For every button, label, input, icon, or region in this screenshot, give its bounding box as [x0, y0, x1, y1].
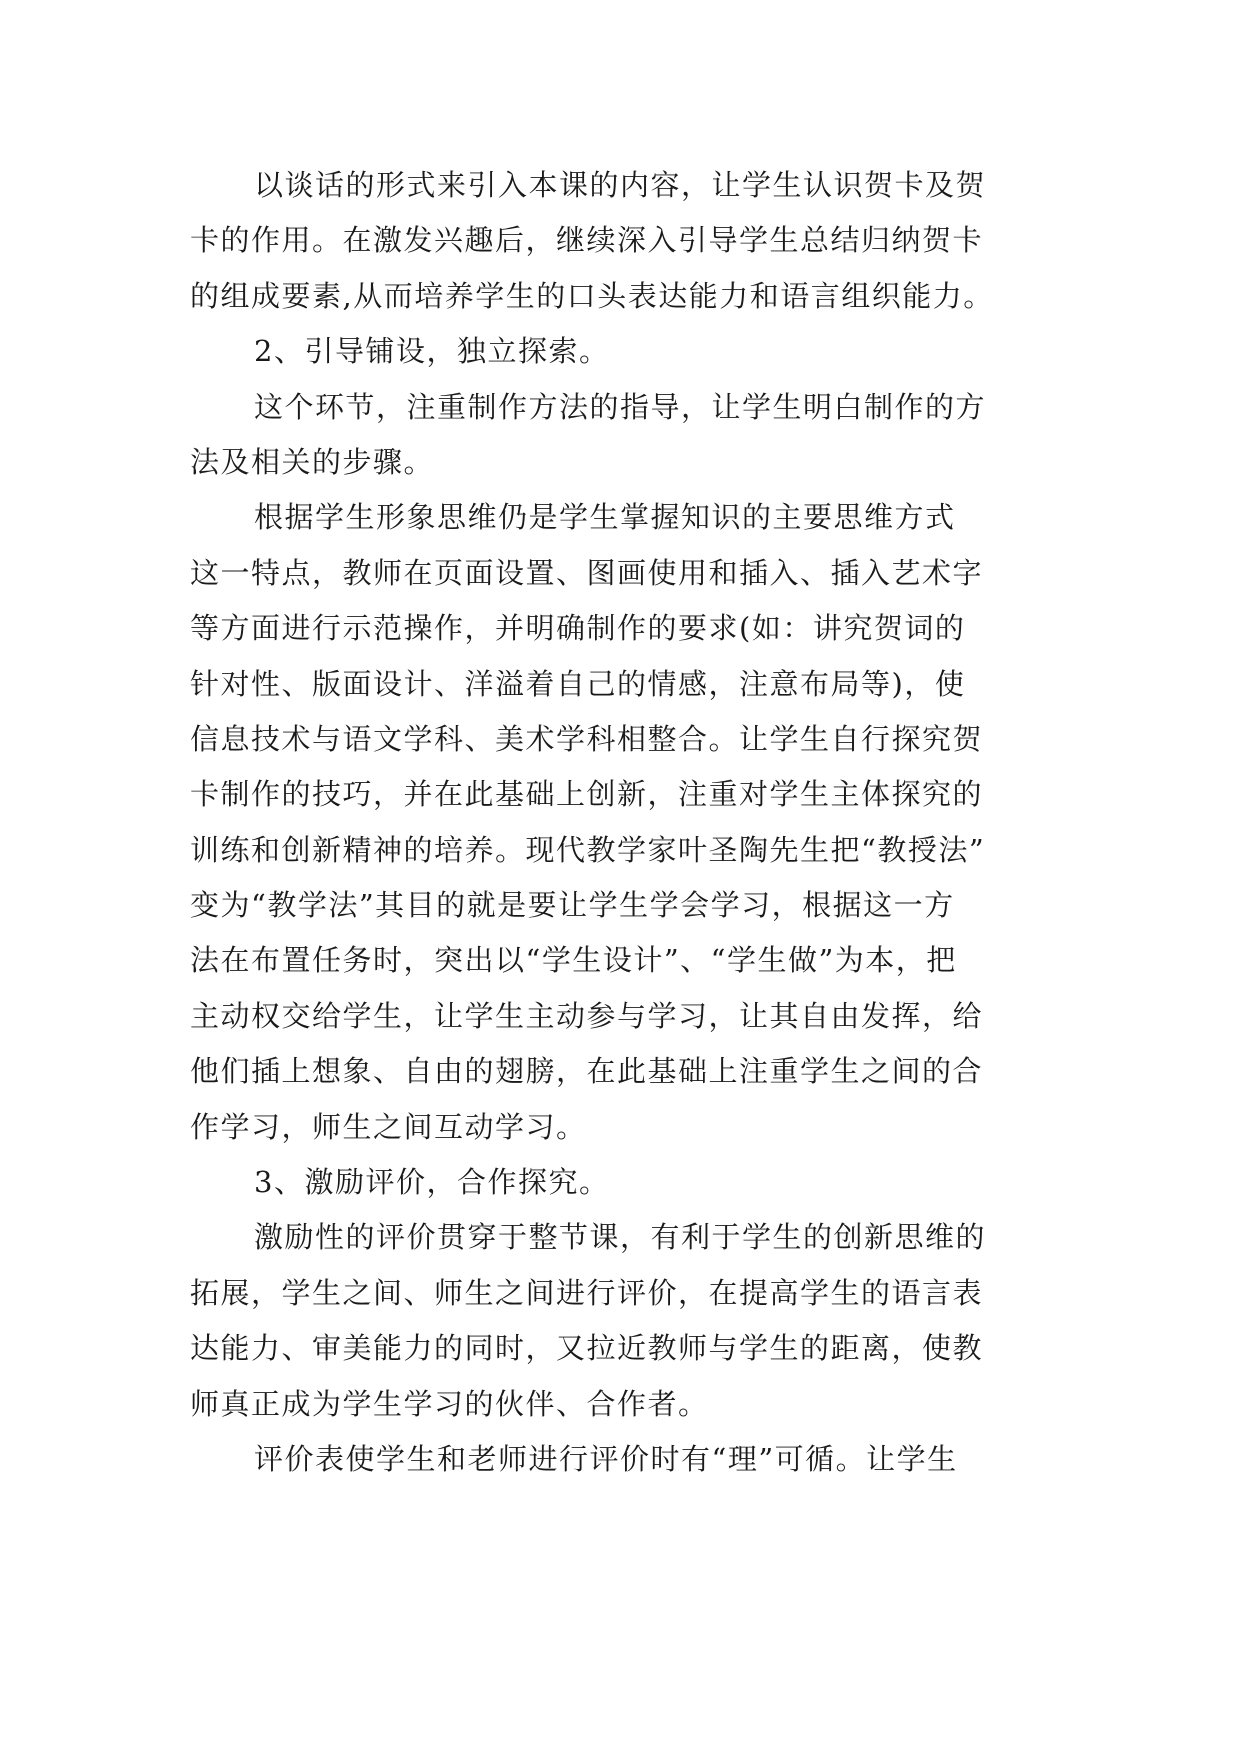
body-text	[190, 158, 1070, 1487]
text-line: 达能力、审美能力的同时，又拉近教师与学生的距离，使教	[190, 1331, 984, 1366]
text-line: 的组成要素,从而培养学生的口头表达能力和语言组织能力。	[190, 278, 994, 313]
text-line: 以谈话的形式来引入本课的内容，让学生认识贺卡及贺	[254, 168, 987, 202]
text-line: 这一特点，教师在页面设置、图画使用和插入、插入艺术字	[190, 555, 984, 590]
text-line: 主动权交给学生，让学生主动参与学习，让其自由发挥，给	[190, 998, 984, 1033]
text-line: 激励性的评价贯穿于整节课，有利于学生的创新思维的	[254, 1220, 987, 1255]
text-line: 等方面进行示范操作，并明确制作的要求(如：讲究贺词的	[190, 611, 966, 646]
text-line: 卡制作的技巧，并在此基础上创新，注重对学生主体探究的	[190, 777, 984, 812]
text-line: 这个环节，注重制作方法的指导，让学生明白制作的方	[254, 389, 987, 424]
text-line: 训练和创新精神的培养。现代教学家叶圣陶先生把“教授法”	[190, 832, 986, 867]
text-line: 信息技术与语文学科、美术学科相整合。让学生自行探究贺	[190, 721, 984, 756]
text-line: 拓展，学生之间、师生之间进行评价，在提高学生的语言表	[190, 1275, 984, 1310]
text-line: 法在布置任务时，突出以“学生设计”、“学生做”为本，把	[190, 943, 957, 978]
text-line: 作学习，师生之间互动学习。	[190, 1109, 587, 1144]
text-line: 根据学生形象思维仍是学生掌握知识的主要思维方式	[254, 500, 956, 535]
text-line: 针对性、版面设计、洋溢着自己的情感，注意布局等)，使	[190, 666, 966, 701]
section-heading: 3、激励评价，合作探究。	[254, 1165, 610, 1200]
text-line: 法及相关的步骤。	[190, 444, 435, 479]
text-line: 师真正成为学生学习的伙伴、合作者。	[190, 1386, 709, 1421]
text-line: 卡的作用。在激发兴趣后，继续深入引导学生总结归纳贺卡	[190, 223, 984, 258]
text-line: 他们插上想象、自由的翅膀，在此基础上注重学生之间的合	[190, 1054, 984, 1089]
section-heading: 2、引导铺设，独立探索。	[254, 334, 610, 369]
text-line: 变为“教学法”其目的就是要让学生学会学习，根据这一方	[190, 888, 955, 923]
text-line: 评价表使学生和老师进行评价时有“理”可循。让学生	[254, 1441, 958, 1476]
